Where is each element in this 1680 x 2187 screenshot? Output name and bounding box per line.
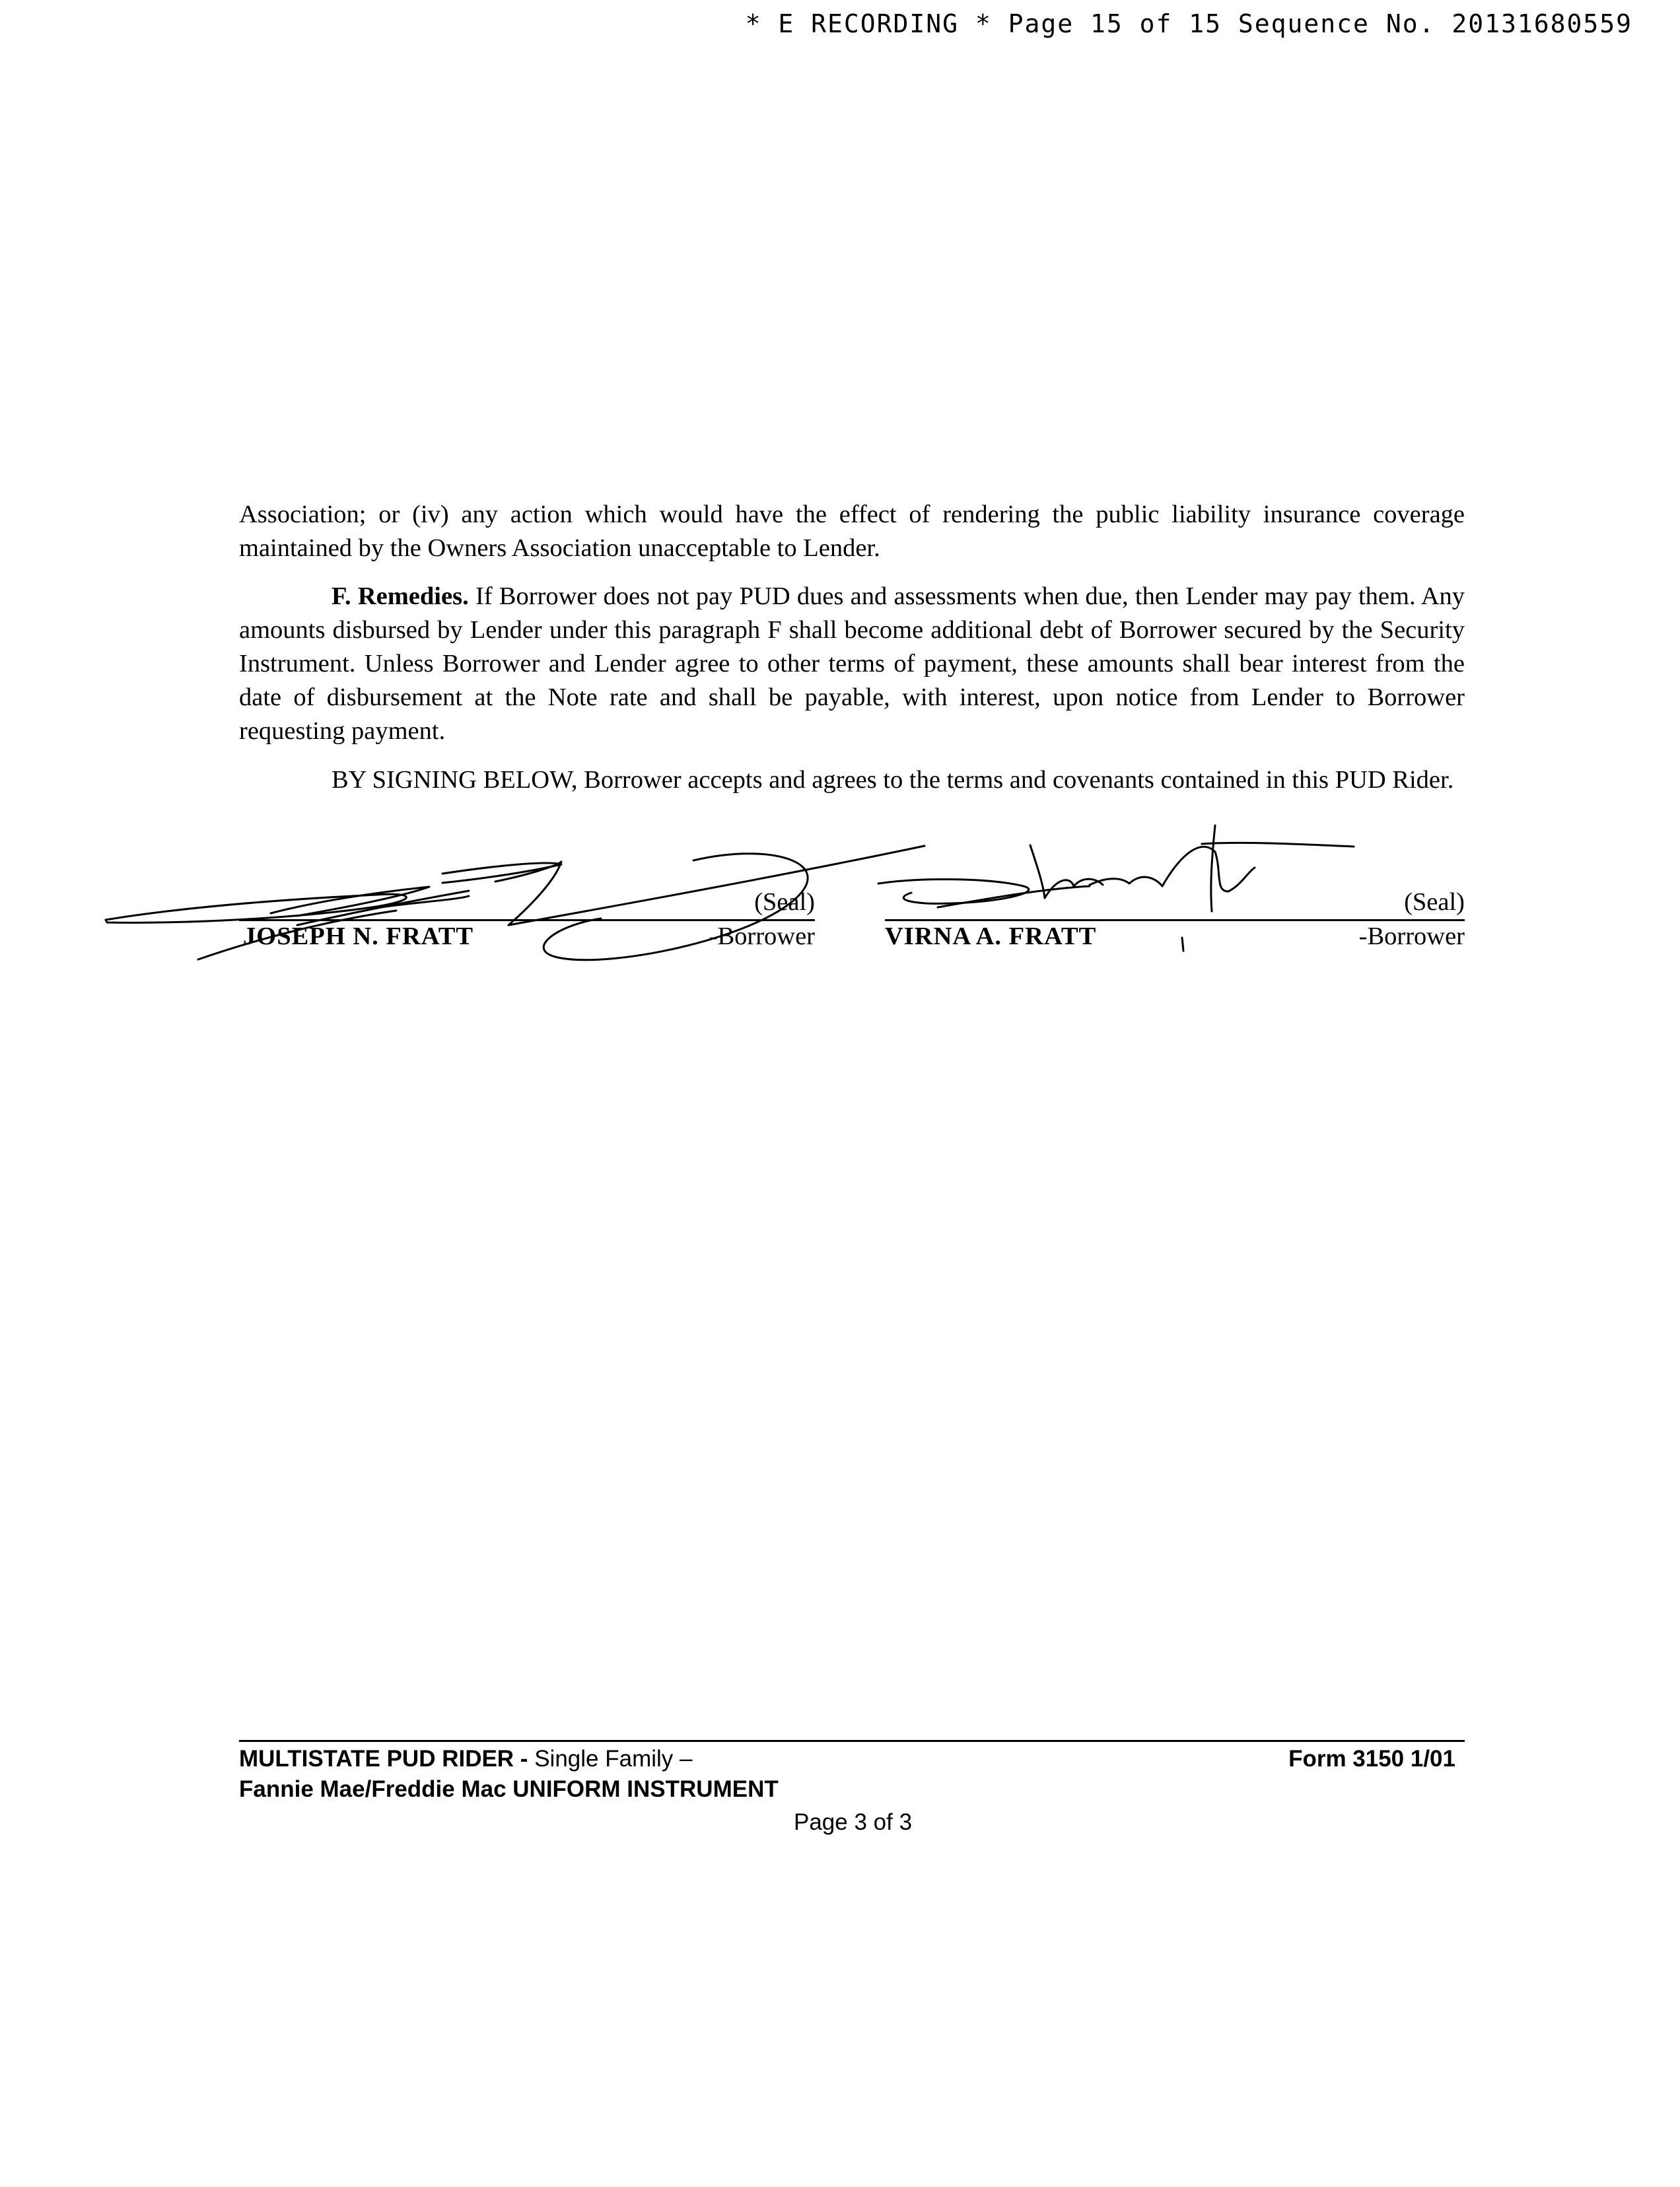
signature-line [239,919,815,921]
signature-block-virna [885,885,1465,950]
footer-title [239,1746,692,1772]
signer-name: JOSEPH N. FRATT [243,922,474,950]
signer-name: VIRNA A. FRATT [885,922,1097,950]
form-footer [239,1740,1465,1835]
footer-title-row [239,1746,1465,1776]
signing-statement-paragraph [239,763,1465,797]
remedies-paragraph [239,580,1465,748]
form-number: Form 3150 1/01 [1288,1746,1455,1772]
footer-subtitle: Fannie Mae/Freddie Mac UNIFORM INSTRUMENT [239,1776,779,1802]
seal-label: (Seal) [1404,888,1465,916]
seal-label: (Seal) [754,888,815,916]
footer-title-bold: MULTISTATE PUD RIDER - [239,1746,528,1772]
footer-title-regular: Single Family – [534,1746,693,1772]
signing-statement: BY SIGNING BELOW, Borrower accepts and agrees to the terms and covenants contained in this PUD Rider. [332,766,1454,794]
signature-block-joseph [239,885,815,950]
page-number: Page 3 of 3 [794,1809,913,1835]
association-paragraph [239,498,1465,565]
signer-role: -Borrower [1358,922,1465,950]
association-text: Association; or (iv) any action which would have the effect of rendering the public liability insurance coverage maintained by the Owners Association unacceptable to Lender. [239,501,1465,562]
signer-role: -Borrower [709,922,815,950]
signature-line [885,919,1465,921]
remedies-heading: F. Remedies. [332,582,469,610]
recording-stamp: * E RECORDING * Page 15 of 15 Sequence No. 20131680559 [745,9,1632,38]
remedies-text: If Borrower does not pay PUD dues and assessments when due, then Lender may pay them. Any amounts disbursed by Lender under this paragraph F shall become additional debt of Borrower secured by the Security Instrument. Unless Borrower and Lender agree to other terms of payment, these amounts shall bear interest from the date of disbursement at the Note rate and shall be payable, with interest, upon notice from Lender to Borrower requesting payment. [239,582,1465,745]
